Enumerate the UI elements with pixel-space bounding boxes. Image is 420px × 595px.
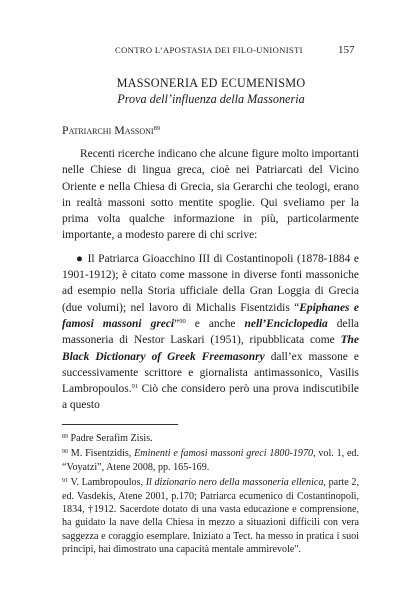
footnote-ref-91: 91 [131, 383, 139, 391]
footnote-number: 89 [62, 434, 68, 440]
footnote-text: V. Lambropoulos, [68, 477, 146, 489]
page-number: 157 [338, 44, 355, 56]
bullet-text-d: della massoneria di Nestor Laskari (1951), ripubblicata come [62, 317, 360, 347]
footnote-cited-title: Eminenti e famosi massoni greci 1800-1970 [134, 448, 314, 460]
footnote-number: 91 [62, 478, 68, 485]
body-paragraph-1: Recenti ricerche indicano che alcune figure molto importanti nelle Chiese di lingua greca, cioè nei Patriarcati del Vicino Oriente e nella Chiesa di Grecia, sia Gerarchi che teologi, erano in realtà massoni sotto mentite spoglie. Qui sveliamo per la prima volta qualche informazione in più, particolarmente importante, a modesto parere di chi scrive: [62, 148, 359, 242]
chapter-title: MASSONERIA ED ECUMENISMO [116, 76, 306, 90]
bullet-icon: ● [76, 252, 84, 265]
footnote-number: 90 [62, 449, 68, 456]
section-heading [62, 122, 160, 137]
footnote-ref-90: 90 [179, 317, 186, 325]
section-heading-initial-2: M [114, 123, 125, 137]
bullet-text-b: ” [174, 317, 180, 330]
running-title: CONTRO L’APOSTASIA DEI FILO-UNIONISTI [115, 45, 303, 55]
bullet-text-f: Ciò che considero però una prova indiscutibile a questo [62, 383, 359, 412]
footnote-text: , vol. 1, ed. “Voyatzi”, Atene 2008, pp. 165-169. [62, 448, 359, 473]
footnotes [62, 432, 359, 559]
bullet-paragraph [62, 251, 359, 414]
body-text [62, 146, 359, 414]
cited-title-enciclopedia: nell’Enciclopedia [244, 317, 328, 330]
bullet-text-e: dall’ex massone e successivamente scrittore e giornalista antimassonico, Vasilis Lambropoulos. [62, 350, 359, 396]
section-heading-word-2: assoni [124, 123, 154, 137]
cited-title-epiphanes: Epiphanes e famosi massoni greci [62, 301, 359, 330]
footnote-cited-title: Il dizionario nero della massoneria ellenica [145, 477, 324, 489]
section-heading-word-1: atriarchi [68, 123, 112, 137]
footnote-text: , parte 2, ed. Vasdekis, Atene 2001, p.170; Patriarca ecumenico di Costantinopoli, 1834, †1912. Sacerdote dotato di una vasta educazione e comprensione, ha guidato la nave della Chiesa in mezzo a situazioni difficili con vera saggezza e coraggio esemplare. Iniziato a Tect. ha messo in pratica i suoi principi, hai dimostrato una capacità mentale ammirevole". [62, 477, 359, 556]
footnote-89 [62, 432, 359, 445]
footnote-91 [62, 476, 359, 556]
footnote-ref-89: 89 [153, 125, 161, 132]
bullet-text-a: Il Patriarca Gioacchino III di Costantinopoli (1878-1884 e 1901-1912); è citato come massone in diverse fonti massoniche ad esempio nella Storia ufficiale della Gran Loggia di Grecia (due volumi); nel lavoro di Michalis Fisentzidis “ [62, 252, 359, 314]
bullet-text-c: e anche [185, 317, 245, 330]
chapter-heading-block [62, 75, 360, 107]
chapter-subtitle: Prova dell’influenza della Massoneria [117, 92, 305, 106]
section-heading-initial-1: P [62, 123, 69, 137]
footnote-text: M. Fisentzidis, [68, 448, 135, 460]
footnote-separator [62, 424, 178, 425]
footnote-text: Padre Serafim Zisis. [68, 433, 153, 444]
footnote-90 [62, 447, 359, 474]
cited-title-black-dictionary: The Black Dictionary of Greek Freemasonry [62, 334, 359, 363]
running-header [0, 44, 420, 58]
